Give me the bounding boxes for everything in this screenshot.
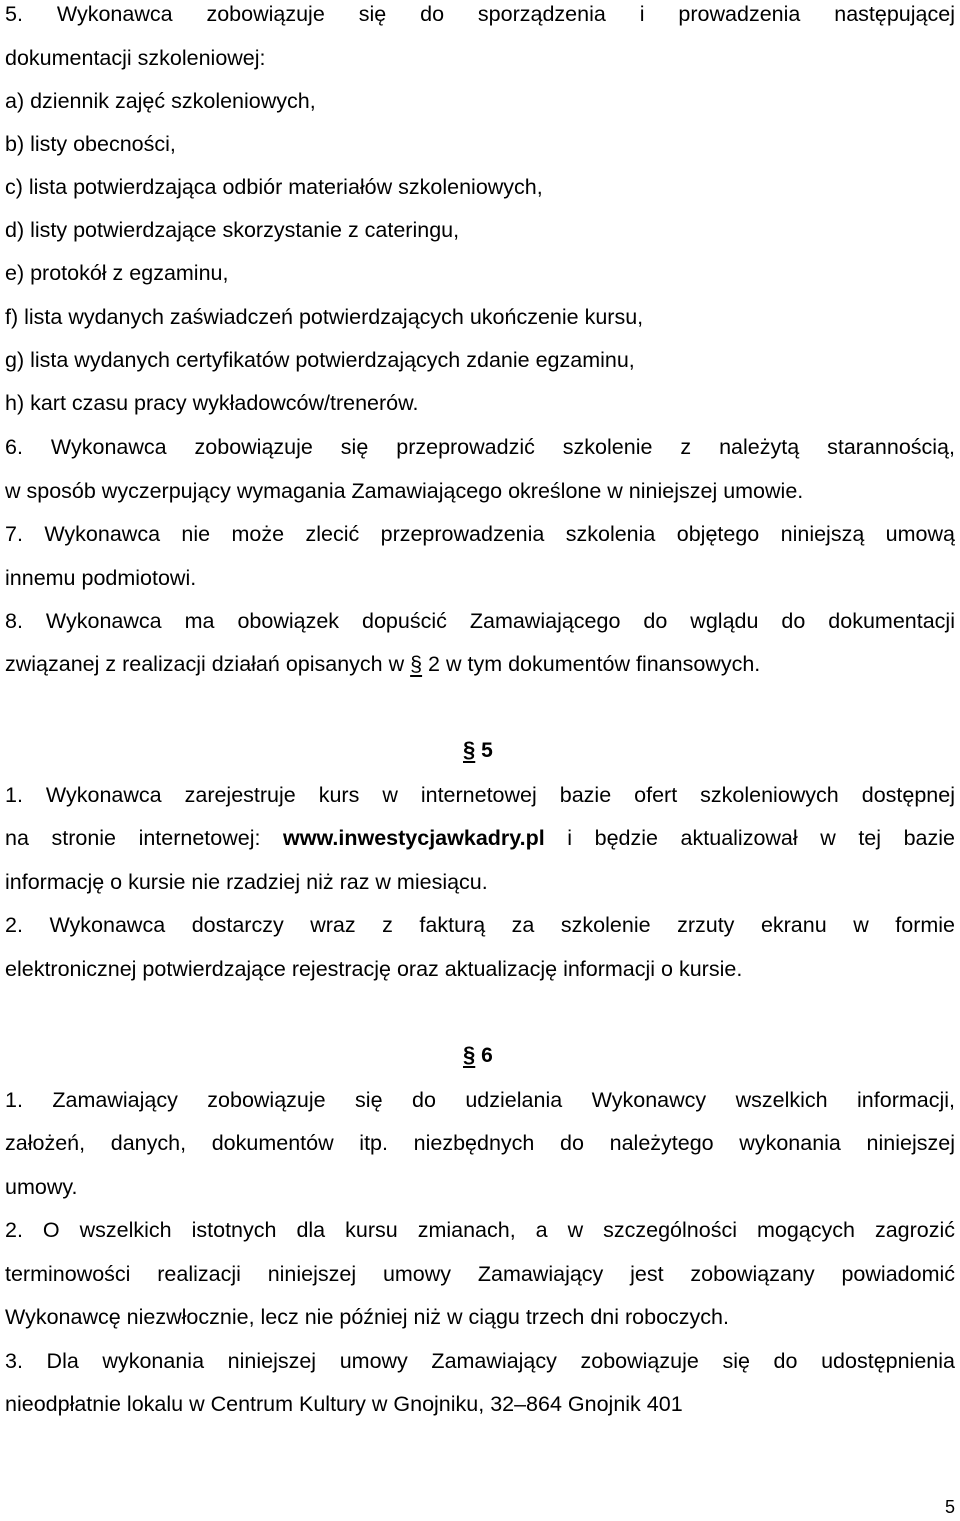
section-5-item-2-line-1: 2. Wykonawca dostarczy wraz z fakturą za szkolenie zrzuty ekranu w formie [5, 913, 955, 937]
item-8-text-pre: związanej z realizacji działań opisanych w [5, 652, 411, 676]
section-5-item-1-text-pre: na stronie internetowej: [5, 826, 284, 850]
item-6-line-1: 6. Wykonawca zobowiązuje się przeprowadzić szkolenie z należytą starannością, [5, 435, 955, 459]
list-item-e: e) protokół z egzaminu, [5, 261, 229, 285]
website-link[interactable]: www.inwestycjawkadry.pl [283, 826, 545, 850]
list-item-d: d) listy potwierdzające skorzystanie z cateringu, [5, 218, 460, 242]
section-6-item-2-line-1: 2. O wszelkich istotnych dla kursu zmianach, a w szczególności mogących zagrozić [5, 1218, 955, 1242]
section-6-item-3-line-1: 3. Dla wykonania niniejszej umowy Zamawiający zobowiązuje się do udostępnienia [5, 1349, 955, 1373]
item-6-line-2: w sposób wyczerpujący wymagania Zamawiającego określone w niniejszej umowie. [5, 479, 804, 503]
list-item-g: g) lista wydanych certyfikatów potwierdzających zdanie egzaminu, [5, 348, 635, 372]
section-6-item-1-line-2: założeń, danych, dokumentów itp. niezbędnych do należytego wykonania niniejszej [5, 1131, 955, 1155]
section-5-item-1-line-3: informację o kursie nie rzadziej niż raz w miesiącu. [5, 870, 488, 894]
section-5-item-1-line-2 [5, 825, 955, 851]
item-8-line-1: 8. Wykonawca ma obowiązek dopuścić Zamawiającego do wglądu do dokumentacji [5, 609, 955, 633]
list-item-a: a) dziennik zajęć szkoleniowych, [5, 89, 316, 113]
section-6-item-2-line-2: terminowości realizacji niniejszej umowy Zamawiający jest zobowiązany powiadomić [5, 1262, 955, 1286]
item-7-line-1: 7. Wykonawca nie może zlecić przeprowadzenia szkolenia objętego niniejszą umową [5, 522, 955, 546]
section-5-number: 5 [481, 739, 493, 762]
section-5-heading [463, 735, 493, 766]
section-6-item-2-line-3: Wykonawcę niezwłocznie, lecz nie później niż w ciągu trzech dni roboczych. [5, 1305, 729, 1329]
section-5-item-1-line-1: 1. Wykonawca zarejestruje kurs w internetowej bazie ofert szkoleniowych dostępnej [5, 783, 955, 807]
list-item-h: h) kart czasu pracy wykładowców/trenerów. [5, 391, 419, 415]
section-6-item-3-line-2: nieodpłatnie lokalu w Centrum Kultury w Gnojniku, 32–864 Gnojnik 401 [5, 1392, 683, 1416]
section-6-item-1-line-1: 1. Zamawiający zobowiązuje się do udzielania Wykonawcy wszelkich informacji, [5, 1088, 955, 1112]
section-6-number: 6 [481, 1044, 493, 1067]
paragraph-sign: § [410, 652, 423, 676]
section-6-heading [463, 1040, 493, 1071]
section-5-item-2-line-2: elektronicznej potwierdzające rejestrację oraz aktualizację informacji o kursie. [5, 957, 743, 981]
page-number: 5 [944, 1497, 955, 1517]
section-6-item-1-line-3: umowy. [5, 1175, 78, 1199]
item-7-line-2: innemu podmiotowi. [5, 566, 197, 590]
item-5-line-2: dokumentacji szkoleniowej: [5, 46, 266, 70]
list-item-f: f) lista wydanych zaświadczeń potwierdzających ukończenie kursu, [5, 305, 644, 329]
item-8-text-post: 2 w tym dokumentów finansowych. [422, 652, 761, 676]
item-8-line-2 [5, 651, 955, 677]
list-item-b: b) listy obecności, [5, 132, 176, 156]
section-5-item-1-text-post: i będzie aktualizował w tej bazie [544, 826, 955, 850]
section-6-paragraph-sign: § [463, 1042, 476, 1067]
list-item-c: c) lista potwierdzająca odbiór materiałów szkoleniowych, [5, 175, 543, 199]
section-5-paragraph-sign: § [463, 737, 476, 762]
item-5-line-1: 5. Wykonawca zobowiązuje się do sporządzenia i prowadzenia następującej [5, 2, 955, 26]
